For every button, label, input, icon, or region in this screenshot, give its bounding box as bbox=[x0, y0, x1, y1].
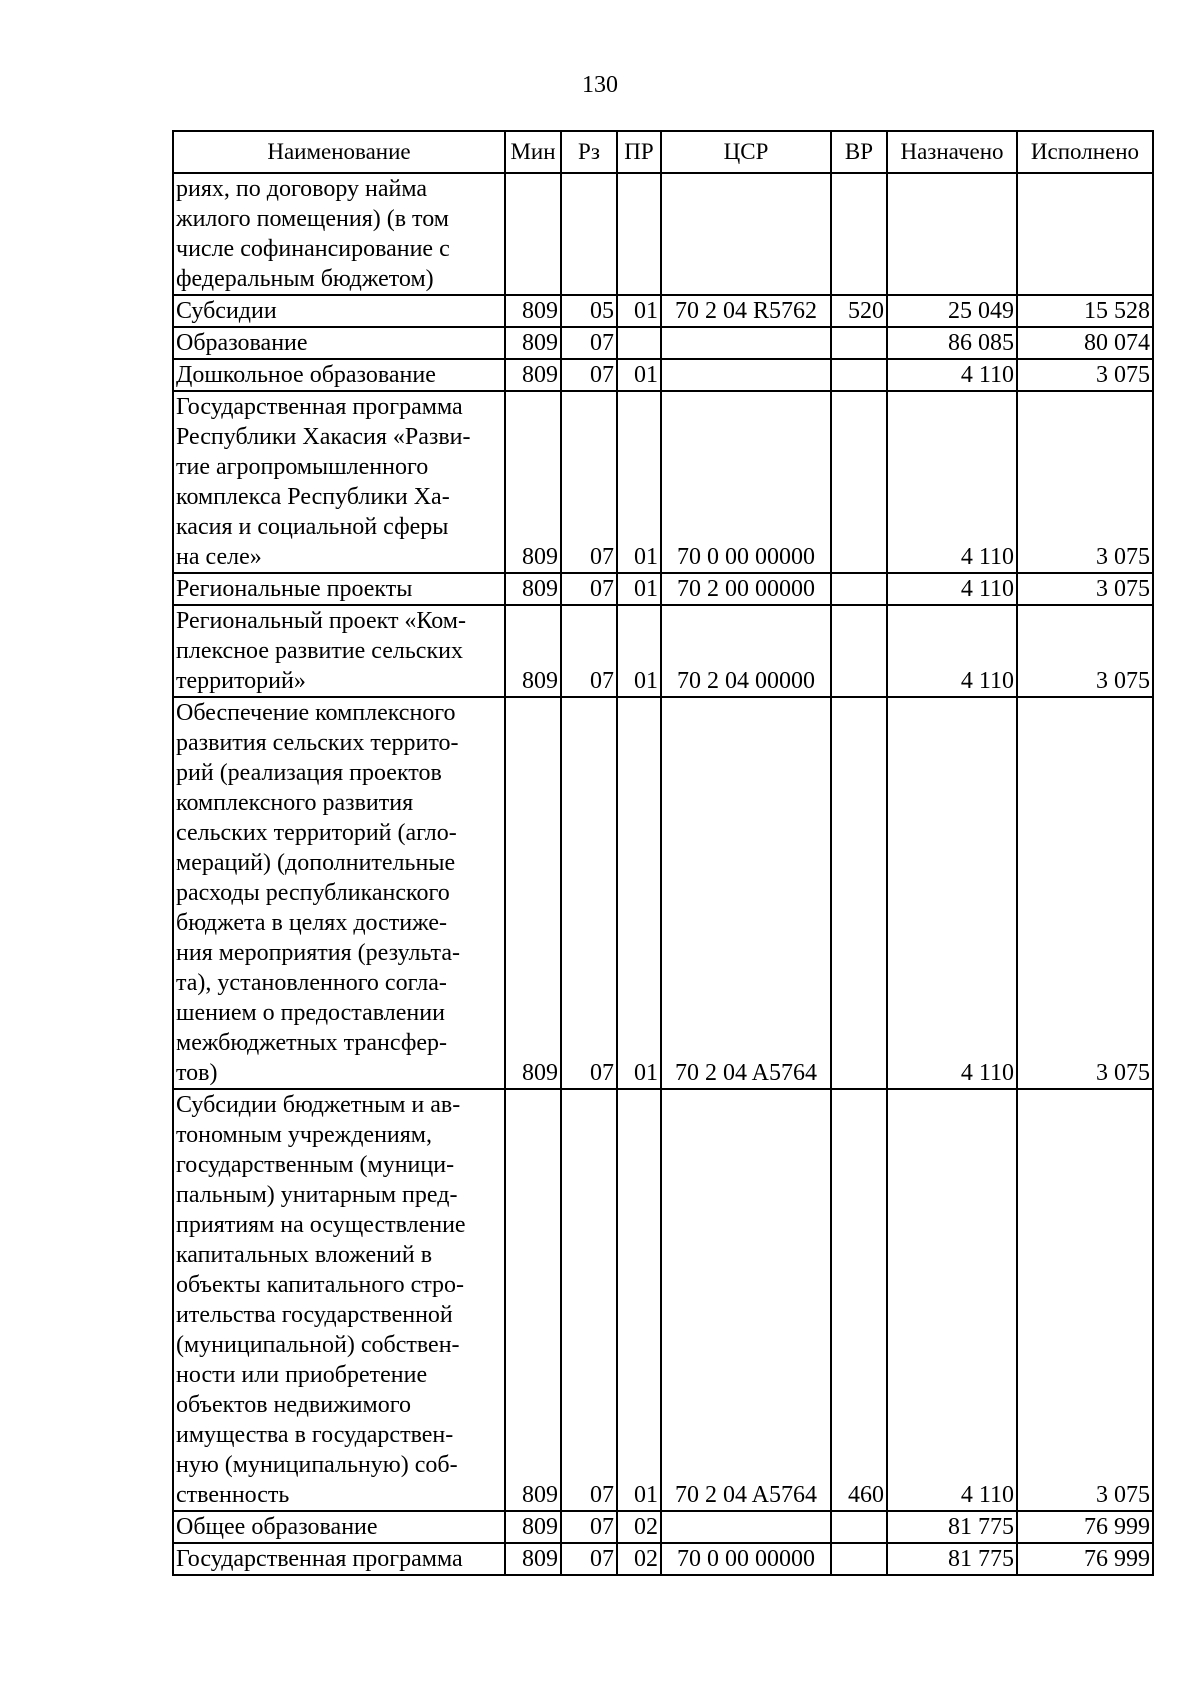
table-row bbox=[173, 697, 1153, 1089]
cell-rz: 05 bbox=[561, 295, 617, 327]
cell-name: риях, по договору найма жилого помещения) (в том числе софинансирование с федеральным бюджетом) bbox=[173, 173, 505, 295]
header-pr: ПР bbox=[617, 131, 661, 173]
cell-assigned: 25 049 bbox=[887, 295, 1017, 327]
table-row bbox=[173, 1543, 1153, 1575]
table-header-row bbox=[173, 131, 1153, 173]
cell-assigned: 86 085 bbox=[887, 327, 1017, 359]
cell-pr: 02 bbox=[617, 1543, 661, 1575]
cell-executed bbox=[1017, 173, 1153, 295]
cell-name: Дошкольное образование bbox=[173, 359, 505, 391]
cell-vr bbox=[831, 697, 887, 1089]
header-min: Мин bbox=[505, 131, 561, 173]
cell-pr: 01 bbox=[617, 605, 661, 697]
cell-executed: 3 075 bbox=[1017, 391, 1153, 573]
cell-rz: 07 bbox=[561, 697, 617, 1089]
cell-name: Общее образование bbox=[173, 1511, 505, 1543]
cell-executed: 3 075 bbox=[1017, 359, 1153, 391]
cell-min: 809 bbox=[505, 1543, 561, 1575]
cell-vr bbox=[831, 1543, 887, 1575]
cell-csr: 70 2 04 A5764 bbox=[661, 697, 831, 1089]
cell-pr bbox=[617, 173, 661, 295]
cell-rz: 07 bbox=[561, 327, 617, 359]
cell-csr bbox=[661, 173, 831, 295]
cell-rz: 07 bbox=[561, 605, 617, 697]
cell-name: Региональные проекты bbox=[173, 573, 505, 605]
cell-executed: 15 528 bbox=[1017, 295, 1153, 327]
cell-assigned: 4 110 bbox=[887, 697, 1017, 1089]
cell-csr: 70 2 00 00000 bbox=[661, 573, 831, 605]
cell-executed: 80 074 bbox=[1017, 327, 1153, 359]
cell-vr bbox=[831, 391, 887, 573]
cell-min: 809 bbox=[505, 1511, 561, 1543]
table-row bbox=[173, 173, 1153, 295]
cell-csr: 70 2 04 00000 bbox=[661, 605, 831, 697]
cell-min: 809 bbox=[505, 573, 561, 605]
cell-vr: 460 bbox=[831, 1089, 887, 1511]
cell-min: 809 bbox=[505, 391, 561, 573]
header-vr: ВР bbox=[831, 131, 887, 173]
table-row bbox=[173, 605, 1153, 697]
cell-vr bbox=[831, 173, 887, 295]
cell-executed: 76 999 bbox=[1017, 1543, 1153, 1575]
cell-rz: 07 bbox=[561, 359, 617, 391]
cell-executed: 3 075 bbox=[1017, 697, 1153, 1089]
cell-pr: 01 bbox=[617, 573, 661, 605]
cell-pr: 01 bbox=[617, 295, 661, 327]
cell-csr: 70 0 00 00000 bbox=[661, 391, 831, 573]
cell-min: 809 bbox=[505, 327, 561, 359]
cell-min: 809 bbox=[505, 359, 561, 391]
cell-name: Субсидии bbox=[173, 295, 505, 327]
cell-name: Субсидии бюджетным и ав- тономным учреждениям, государственным (муници- пальным) унитарным пред- приятиям на осуществление капитальных вложений в объекты капитального стро- ительства государственной (муниципальной) собствен- ности или приобретение объектов недвижимого имущества в государствен- ную (муниципальную) соб- ственность bbox=[173, 1089, 505, 1511]
cell-csr bbox=[661, 1511, 831, 1543]
cell-assigned: 4 110 bbox=[887, 605, 1017, 697]
cell-executed: 76 999 bbox=[1017, 1511, 1153, 1543]
cell-vr: 520 bbox=[831, 295, 887, 327]
cell-executed: 3 075 bbox=[1017, 605, 1153, 697]
cell-pr bbox=[617, 327, 661, 359]
header-rz: Рз bbox=[561, 131, 617, 173]
cell-csr bbox=[661, 327, 831, 359]
cell-min: 809 bbox=[505, 1089, 561, 1511]
header-assigned: Назначено bbox=[887, 131, 1017, 173]
header-csr: ЦСР bbox=[661, 131, 831, 173]
cell-rz: 07 bbox=[561, 1511, 617, 1543]
cell-pr: 01 bbox=[617, 359, 661, 391]
cell-vr bbox=[831, 1511, 887, 1543]
cell-csr: 70 2 04 A5764 bbox=[661, 1089, 831, 1511]
table-row bbox=[173, 359, 1153, 391]
cell-rz: 07 bbox=[561, 1089, 617, 1511]
cell-executed: 3 075 bbox=[1017, 573, 1153, 605]
cell-name: Региональный проект «Ком- плексное развитие сельских территорий» bbox=[173, 605, 505, 697]
cell-assigned: 4 110 bbox=[887, 573, 1017, 605]
cell-vr bbox=[831, 605, 887, 697]
cell-assigned: 81 775 bbox=[887, 1543, 1017, 1575]
cell-assigned: 4 110 bbox=[887, 359, 1017, 391]
cell-vr bbox=[831, 359, 887, 391]
header-executed: Исполнено bbox=[1017, 131, 1153, 173]
cell-min bbox=[505, 173, 561, 295]
cell-min: 809 bbox=[505, 605, 561, 697]
cell-pr: 01 bbox=[617, 1089, 661, 1511]
cell-pr: 02 bbox=[617, 1511, 661, 1543]
budget-table bbox=[172, 130, 1154, 1576]
cell-pr: 01 bbox=[617, 391, 661, 573]
cell-name: Государственная программа Республики Хакасия «Разви- тие агропромышленного комплекса Республики Ха- касия и социальной сферы на селе» bbox=[173, 391, 505, 573]
table-row bbox=[173, 1511, 1153, 1543]
cell-pr: 01 bbox=[617, 697, 661, 1089]
table-row bbox=[173, 391, 1153, 573]
cell-rz: 07 bbox=[561, 573, 617, 605]
header-name: Наименование bbox=[173, 131, 505, 173]
cell-rz: 07 bbox=[561, 1543, 617, 1575]
cell-min: 809 bbox=[505, 295, 561, 327]
cell-rz bbox=[561, 173, 617, 295]
cell-assigned: 81 775 bbox=[887, 1511, 1017, 1543]
cell-vr bbox=[831, 327, 887, 359]
table-row bbox=[173, 1089, 1153, 1511]
table-row bbox=[173, 295, 1153, 327]
cell-executed: 3 075 bbox=[1017, 1089, 1153, 1511]
cell-name: Образование bbox=[173, 327, 505, 359]
cell-assigned: 4 110 bbox=[887, 1089, 1017, 1511]
cell-csr: 70 2 04 R5762 bbox=[661, 295, 831, 327]
cell-min: 809 bbox=[505, 697, 561, 1089]
table-row bbox=[173, 573, 1153, 605]
cell-assigned bbox=[887, 173, 1017, 295]
cell-rz: 07 bbox=[561, 391, 617, 573]
cell-name: Государственная программа bbox=[173, 1543, 505, 1575]
page-number: 130 bbox=[582, 72, 618, 98]
cell-name: Обеспечение комплексного развития сельских террито- рий (реализация проектов комплексного развития сельских территорий (агло- мераций) (дополнительные расходы республиканского бюджета в целях достиже- ния мероприятия (результа- та), установленного согла- шением о предоставлении межбюджетных трансфер- тов) bbox=[173, 697, 505, 1089]
cell-assigned: 4 110 bbox=[887, 391, 1017, 573]
cell-csr bbox=[661, 359, 831, 391]
cell-csr: 70 0 00 00000 bbox=[661, 1543, 831, 1575]
cell-vr bbox=[831, 573, 887, 605]
table-row bbox=[173, 327, 1153, 359]
